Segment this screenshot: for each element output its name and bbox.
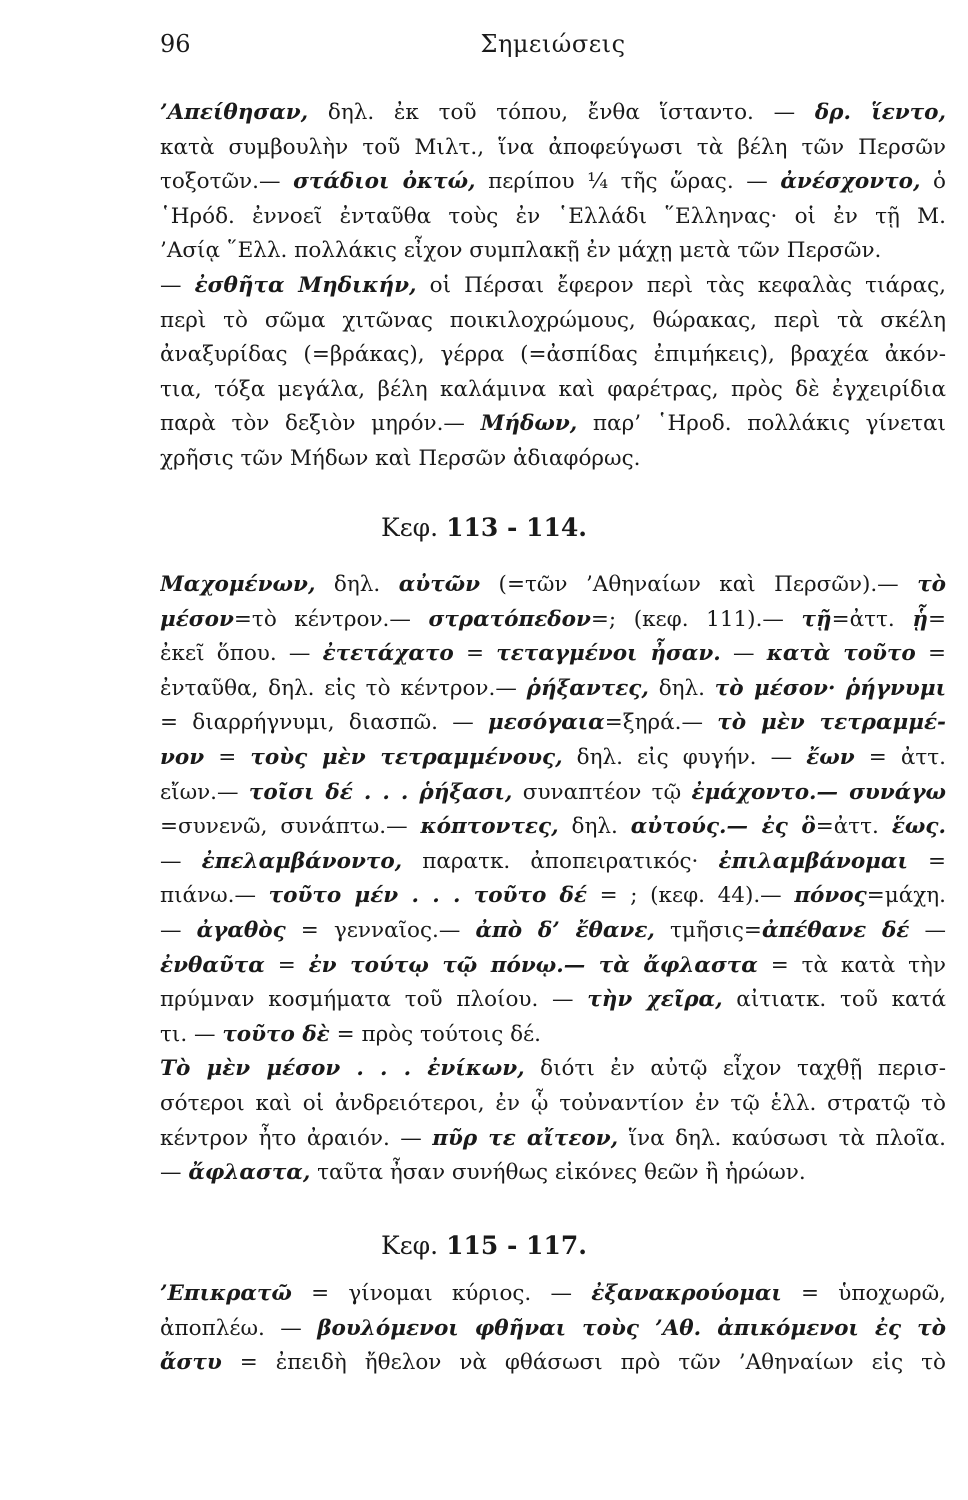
commentary-text: ἵνα δηλ. καύσωσι τὰ πλοῖα. [618, 1125, 946, 1151]
commentary-text: δηλ. [315, 572, 399, 597]
page-number: 96 [160, 30, 191, 58]
lemma-text: μέσον [160, 606, 234, 632]
commentary-text: δηλ. εἰς φυγήν. — [562, 745, 807, 770]
commentary-text: ἀναξυρίδας (=βράκας), γέρρα (=ἀσπίδας ἐπιμήκεις), βραχέα ἀκόν- [160, 342, 946, 368]
commentary-text: =; (κεφ. 111).— [590, 606, 802, 632]
text-line [160, 637, 946, 671]
commentary-text: τμῆσις= [654, 918, 762, 943]
text-line [160, 131, 946, 165]
commentary-text: — [160, 1160, 189, 1186]
lemma-text: ἄφλαστα, [188, 1160, 311, 1186]
lemma-text: βουλόμενοι φθῆναι τοὺς ’Αθ. ἀπικόμενοι ἐς τὸ [317, 1315, 946, 1341]
text-line [160, 568, 946, 602]
lemma-text: τὸ μὲν τετραμμέ- [717, 710, 946, 736]
commentary-text: =ἀττ. [815, 814, 892, 840]
lemma-text: ἐνθαῦτα [160, 952, 265, 978]
lemma-text: ἀγαθὸς [196, 918, 286, 943]
commentary-text: διότι ἐν αὐτῷ εἶχον ταχθῇ περισ- [524, 1056, 946, 1082]
commentary-text: = [264, 952, 309, 978]
commentary-text: =ξηρά.— [604, 710, 718, 736]
running-title: Σημειώσεις [480, 30, 626, 58]
text-line [160, 234, 946, 268]
lemma-text: αὐτούς.— ἐς ὃ [630, 814, 816, 840]
page-header [160, 30, 946, 70]
lemma-text: ᾗ [912, 606, 928, 632]
text-line [160, 603, 946, 637]
lemma-text: ἐν τούτῳ τῷ πόνῳ.— τὰ ἄφλαστα [308, 952, 758, 978]
lemma-text: ἀνέσχοντο, [780, 169, 921, 195]
lemma-text: ῥήξαντες, [526, 675, 649, 701]
text-line [160, 96, 946, 130]
lemma-text: Τὸ μὲν μέσον . . . ἐνίκων, [160, 1056, 525, 1082]
lemma-text: ἀπέθανε δέ [761, 918, 910, 943]
text-line [160, 983, 946, 1017]
commentary-text: =μάχη. [866, 883, 946, 909]
commentary-text: ὁ [920, 169, 946, 195]
commentary-text: περίπου ¼ τῆς ὥρας. — [475, 169, 781, 195]
lemma-text: τοῦτο μέν . . . τοῦτο δέ [268, 883, 587, 909]
commentary-text: δηλ. [558, 814, 631, 840]
commentary-text: = τὰ κατὰ τὴν [757, 952, 946, 978]
lemma-text: ἐμάχοντο.— συνάγω [691, 779, 946, 805]
commentary-text: = [453, 641, 497, 667]
commentary-text: =συνενῶ, συνάπτω.— [160, 814, 421, 840]
commentary-text: συναπτέον τῷ [512, 779, 692, 805]
text-line [160, 672, 946, 706]
commentary-text: ἀποπλέω. — [160, 1315, 318, 1341]
commentary-text: κέντρον ἦτο ἀραιόν. — [160, 1125, 433, 1151]
commentary-text: οἱ Πέρσαι ἔφερον περὶ τὰς κεφαλὰς τιάρας, [416, 273, 946, 298]
text-line [160, 338, 946, 372]
commentary-text: τι. — [160, 1021, 223, 1047]
chapter-heading-115-117 [0, 1228, 968, 1264]
lemma-text: τοῖσι δέ . . . ῥήξασι, [248, 779, 513, 805]
text-line [160, 442, 946, 476]
text-line [160, 1156, 946, 1190]
lemma-text: ἐπιλαμβάνομαι [718, 848, 908, 874]
commentary-text: = ; (κεφ. 44).— [586, 883, 795, 909]
text-line [160, 706, 946, 740]
commentary-text: παρὰ τὸν δεξιὸν μηρόν.— [160, 411, 481, 437]
commentary-text: (=τῶν ’Αθηναίων καὶ Περσῶν).— [480, 572, 918, 597]
commentary-text: = γενναῖος.— [285, 918, 476, 943]
text-line [160, 1346, 946, 1380]
text-line [160, 1018, 946, 1052]
text-line [160, 879, 946, 913]
lemma-text: στάδιοι ὀκτώ, [293, 169, 476, 195]
text-line [160, 200, 946, 234]
lemma-text: αὐτῶν [398, 572, 481, 597]
lemma-text: τεταγμένοι ἦσαν. [496, 641, 721, 667]
lemma-text: νον [160, 745, 205, 770]
text-line [160, 845, 946, 879]
text-line [160, 1052, 946, 1086]
text-line [160, 1277, 946, 1311]
lemma-text: τὸ μέσον· ῥήγνυμι [714, 675, 946, 701]
lemma-text: ἐξανακρούομαι [591, 1281, 782, 1306]
commentary-text: ’Ασίᾳ ῞Ελλ. πολλάκις εἶχον συμπλακῇ ἐν μάχῃ μετὰ τῶν Περσῶν. [160, 238, 882, 264]
commentary-text: τια, τόξα μεγάλα, βέλη καλάμινα καὶ φαρέτρας, πρὸς δὲ ἐγχειρίδια [160, 376, 946, 402]
lemma-text: δρ. ἵεντο, [814, 100, 946, 125]
lemma-text: στρατόπεδον [428, 606, 591, 632]
text-line [160, 741, 946, 775]
commentary-text: = ἀττ. [854, 745, 946, 770]
commentary-text: ῾Ηρόδ. ἐννοεῖ ἐνταῦθα τοὺς ἐν ῾Ελλάδι ῞Ελληνας· οἱ ἐν τῇ Μ. [160, 203, 946, 229]
commentary-text: — [160, 918, 197, 943]
commentary-text: = ὑποχωρῶ, [781, 1281, 946, 1306]
lemma-text: ’Επικρατῶ [160, 1281, 292, 1306]
text-line [160, 914, 946, 948]
commentary-text: χρῆσις τῶν Μήδων καὶ Περσῶν ἀδιαφόρως. [160, 446, 641, 471]
lemma-text: ἄστυ [160, 1350, 222, 1376]
lemma-text: κόπτοντες, [420, 814, 559, 840]
lemma-text: ἔων [806, 745, 855, 770]
chapter-heading-label: Κεφ. [381, 1231, 439, 1260]
commentary-text: πρύμναν κοσμήματα τοῦ πλοίου. — [160, 987, 588, 1013]
commentary-text: εἴων.— [160, 779, 249, 805]
lemma-text: μεσόγαια [488, 710, 605, 736]
commentary-text: κατὰ συμβουλὴν τοῦ Μιλτ., ἵνα ἀποφεύγωσι τὰ βέλη τῶν Περσῶν [160, 134, 946, 160]
lemma-text: πῦρ τε αἴτεον, [432, 1125, 619, 1151]
commentary-text: τοξοτῶν.— [160, 169, 294, 195]
commentary-text: — [160, 848, 202, 874]
commentary-text: δηλ. ἐκ τοῦ τόπου, ἔνθα ἵσταντο. — [308, 100, 815, 125]
text-line [160, 304, 946, 338]
text-line [160, 776, 946, 810]
commentary-text: πιάνω.— [160, 883, 269, 909]
text-line [160, 407, 946, 441]
commentary-text: = [204, 745, 251, 770]
commentary-text: — [160, 273, 195, 298]
lemma-text: τὴν χεῖρα, [587, 987, 723, 1013]
commentary-text: = [907, 848, 946, 874]
chapter-heading-label: Κεφ. [381, 513, 439, 542]
lemma-text: πόνος [794, 883, 867, 909]
lemma-text: ἕως. [891, 814, 946, 840]
commentary-text: — [720, 641, 767, 667]
lemma-text: Μαχομένων, [160, 572, 316, 597]
lemma-text: τῇ [801, 606, 832, 632]
commentary-text: = πρὸς τούτοις δέ. [329, 1021, 542, 1047]
lemma-text: κατὰ τοῦτο [766, 641, 916, 667]
commentary-text: ταῦτα ἦσαν συνήθως εἰκόνες θεῶν ἢ ἡρώων. [310, 1160, 806, 1186]
commentary-text: σότεροι καὶ οἱ ἀνδρειότεροι, ἐν ᾧ τοὐναντίον ἐν τῷ ἑλλ. στρατῷ τὸ [160, 1091, 946, 1116]
lemma-text: ἀπὸ δ’ ἔθανε, [475, 918, 655, 943]
text-line [160, 1087, 946, 1121]
lemma-text: Μήδων, [480, 411, 578, 437]
commentary-text: δηλ. [648, 675, 715, 701]
chapter-heading-113-114 [0, 510, 968, 546]
text-line [160, 949, 946, 983]
commentary-text: = [915, 641, 946, 667]
text-line [160, 1312, 946, 1346]
text-line [160, 165, 946, 199]
commentary-text: παρ’ ῾Ηροδ. πολλάκις γίνεται [577, 411, 946, 437]
commentary-text: = γίνομαι κύριος. — [291, 1281, 592, 1306]
commentary-text: παρατκ. ἀποπειρατικός· [402, 848, 719, 874]
commentary-text: περὶ τὸ σῶμα χιτῶνας ποικιλοχρώμους, θώρακας, περὶ τὰ σκέλη [160, 307, 946, 333]
commentary-text: = διαρρήγνυμι, διασπῶ. — [160, 710, 489, 736]
commentary-text: ἐκεῖ ὅπου. — [160, 641, 323, 667]
lemma-text: ἐτετάχατο [322, 641, 454, 667]
lemma-text: τοῦτο δὲ [222, 1021, 330, 1047]
lemma-text: τοὺς μὲν τετραμμένους, [250, 745, 563, 770]
text-line [160, 810, 946, 844]
lemma-text: ’Απείθησαν, [160, 100, 309, 125]
chapter-heading-number: 115 - 117. [446, 1231, 587, 1260]
text-line [160, 269, 946, 303]
commentary-text: =τὸ κέντρον.— [233, 606, 429, 632]
text-line [160, 1122, 946, 1156]
chapter-heading-number: 113 - 114. [446, 513, 587, 542]
commentary-text: = [927, 606, 946, 632]
lemma-text: ἐσθῆτα Μηδικήν, [194, 273, 417, 298]
commentary-text: αἰτιατκ. τοῦ κατά [722, 987, 946, 1013]
commentary-text: = ἐπειδὴ ἤθελον νὰ φθάσωσι πρὸ τῶν ’Αθηναίων εἰς τὸ [221, 1350, 946, 1376]
commentary-text: — [909, 918, 946, 943]
commentary-text: =ἀττ. [831, 606, 913, 632]
lemma-text: ἐπελαμβάνοντο, [201, 848, 403, 874]
lemma-text: τὸ [917, 572, 946, 597]
text-line [160, 373, 946, 407]
commentary-text: ἐνταῦθα, δηλ. εἰς τὸ κέντρον.— [160, 675, 527, 701]
